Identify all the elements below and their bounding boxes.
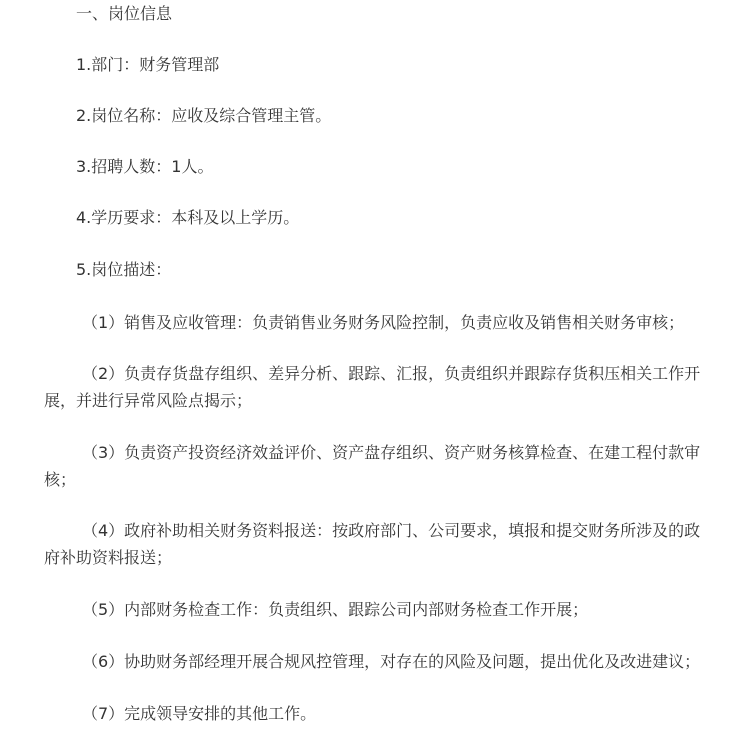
duty-line: （7）完成领导安排的其他工作。 <box>82 704 317 723</box>
section-heading: 一、岗位信息 <box>76 4 173 23</box>
department-item: 1.部门：财务管理部 <box>76 55 220 74</box>
position-name-item: 2.岗位名称：应收及综合管理主管。 <box>76 106 332 125</box>
duty-item <box>0 598 745 622</box>
duty-line: （4）政府补助相关财务资料报送：按政府部门、公司要求，填报和提交财务所涉及的政 <box>82 521 701 540</box>
duty-line: （5）内部财务检查工作：负责组织、跟踪公司内部财务检查工作开展； <box>82 600 589 619</box>
education-item: 4.学历要求：本科及以上学历。 <box>76 208 300 227</box>
duty-line: （2）负责存货盘存组织、差异分析、跟踪、汇报，负责组织并跟踪存货积压相关工作开 <box>82 364 701 383</box>
duty-line: （1）销售及应收管理：负责销售业务财务风险控制，负责应收及销售相关财务审核； <box>82 313 685 332</box>
duty-item <box>0 702 745 726</box>
duty-line: （6）协助财务部经理开展合规风控管理，对存在的风险及问题，提出优化及改进建议； <box>82 652 701 671</box>
duty-item <box>0 650 745 674</box>
duty-item <box>0 311 745 335</box>
duty-line-continued: 展，并进行异常风险点揭示； <box>44 391 253 410</box>
duty-line: （3）负责资产投资经济效益评价、资产盘存组织、资产财务核算检查、在建工程付款审 <box>82 443 701 462</box>
headcount-item: 3.招聘人数：1人。 <box>76 157 214 176</box>
duty-line-continued: 核； <box>44 470 77 489</box>
duty-item <box>0 362 745 413</box>
duty-line-continued: 府补助资料报送； <box>44 548 173 567</box>
duty-item <box>0 519 745 570</box>
description-title: 5.岗位描述： <box>76 260 172 279</box>
duty-item <box>0 441 745 492</box>
